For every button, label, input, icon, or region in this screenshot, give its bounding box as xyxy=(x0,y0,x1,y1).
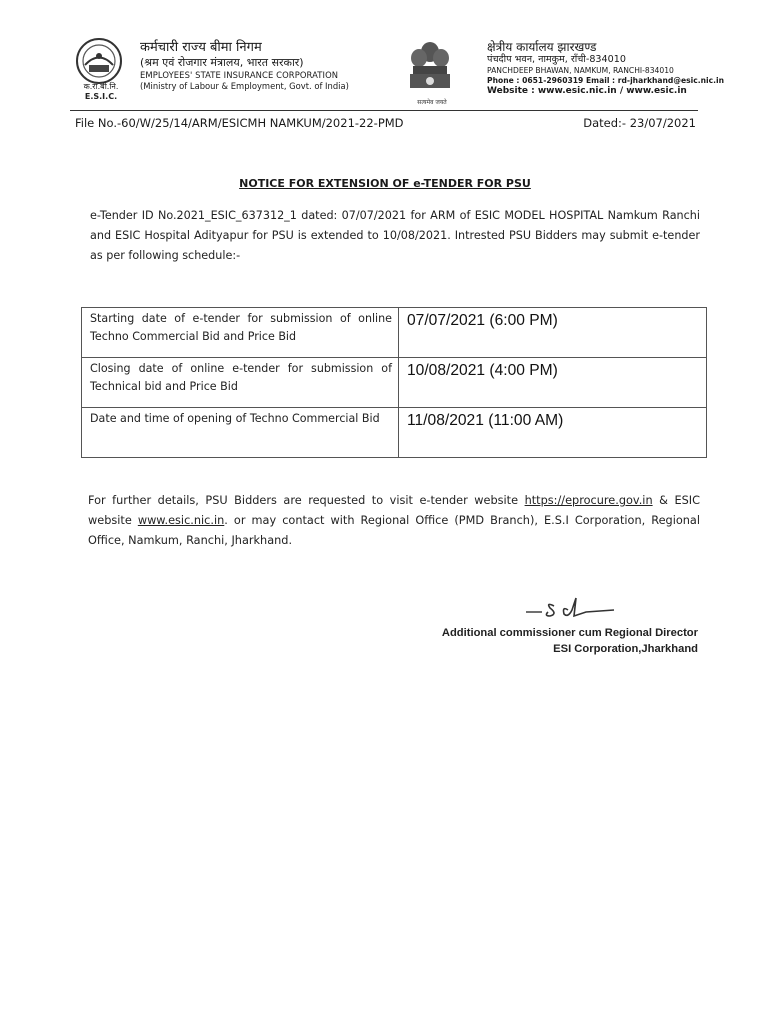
details-paragraph xyxy=(88,491,700,551)
national-emblem-icon xyxy=(404,38,456,98)
organization-header xyxy=(140,40,400,92)
schedule-value: 07/07/2021 (6:00 PM) xyxy=(399,308,707,358)
details-text: . or may contact with Regional Office (PMD Branch), E.S.I Corporation, Regional Office, Namkum, Ranchi, Jharkhand. xyxy=(88,514,700,547)
org-name-hindi: कर्मचारी राज्य बीमा निगम xyxy=(140,40,262,55)
ministry-hindi: (श्रम एवं रोजगार मंत्रालय, भारत सरकार) xyxy=(140,56,304,69)
org-name-english: EMPLOYEES' STATE INSURANCE CORPORATION xyxy=(140,70,339,80)
details-text: & ESIC website xyxy=(88,494,700,527)
header-divider xyxy=(70,110,698,111)
notice-title: NOTICE FOR EXTENSION OF e-TENDER FOR PSU xyxy=(239,177,531,190)
signatory-organization: ESI Corporation,Jharkhand xyxy=(553,643,698,655)
esic-logo-caption xyxy=(72,82,130,102)
logo-caption-hindi: क.रा.बी.नि. xyxy=(83,82,119,91)
eprocure-link[interactable]: https://eprocure.gov.in xyxy=(524,494,653,507)
signatory-designation: Additional commissioner cum Regional Director xyxy=(441,627,698,639)
tender-schedule-table xyxy=(81,307,707,458)
schedule-value: 10/08/2021 (4:00 PM) xyxy=(399,358,707,408)
regional-office-hindi: क्षेत्रीय कार्यालय झारखण्ड xyxy=(487,40,597,54)
website-info: Website : www.esic.nic.in / www.esic.in xyxy=(487,86,687,96)
handwritten-signature xyxy=(524,594,618,624)
details-text: For further details, PSU Bidders are requested to visit e-tender website xyxy=(88,494,525,507)
esic-website-link[interactable]: www.esic.nic.in xyxy=(137,514,225,527)
intro-paragraph: e-Tender ID No.2021_ESIC_637312_1 dated: 07/07/2021 for ARM of ESIC MODEL HOSPITAL Namkum Ranchi and ESIC Hospital Adityapur for PSU is extended to 10/08/2021. Intrested PSU Bidders may submit e-tender as per following schedule:- xyxy=(90,209,700,262)
contact-info: Phone : 0651-2960319 Email : rd-jharkhand@esic.nic.in xyxy=(487,76,725,85)
signatory-block xyxy=(442,625,698,657)
address-hindi: पंचदीप भवन, नामकुम, राँची-834010 xyxy=(487,54,626,65)
schedule-label: Starting date of e-tender for submission of online Techno Commercial Bid and Price Bid xyxy=(82,308,399,358)
file-number: File No.-60/W/25/14/ARM/ESICMH NAMKUM/2021-22-PMD xyxy=(75,116,404,130)
table-row xyxy=(82,408,707,458)
schedule-label: Closing date of online e-tender for submission of Technical bid and Price Bid xyxy=(82,358,399,408)
schedule-value: 11/08/2021 (11:00 AM) xyxy=(399,408,707,458)
table-row xyxy=(82,358,707,408)
logo-caption-english: E.S.I.C. xyxy=(84,92,118,101)
schedule-label: Date and time of opening of Techno Commercial Bid xyxy=(82,408,399,458)
ministry-english: (Ministry of Labour & Employment, Govt. of India) xyxy=(140,81,349,91)
date: Dated:- 23/07/2021 xyxy=(583,116,696,130)
table-row xyxy=(82,308,707,358)
regional-office-header xyxy=(487,40,737,97)
address-english: PANCHDEEP BHAWAN, NAMKUM, RANCHI-834010 xyxy=(487,66,674,75)
emblem-motto: सत्यमेव जयते xyxy=(417,99,447,106)
